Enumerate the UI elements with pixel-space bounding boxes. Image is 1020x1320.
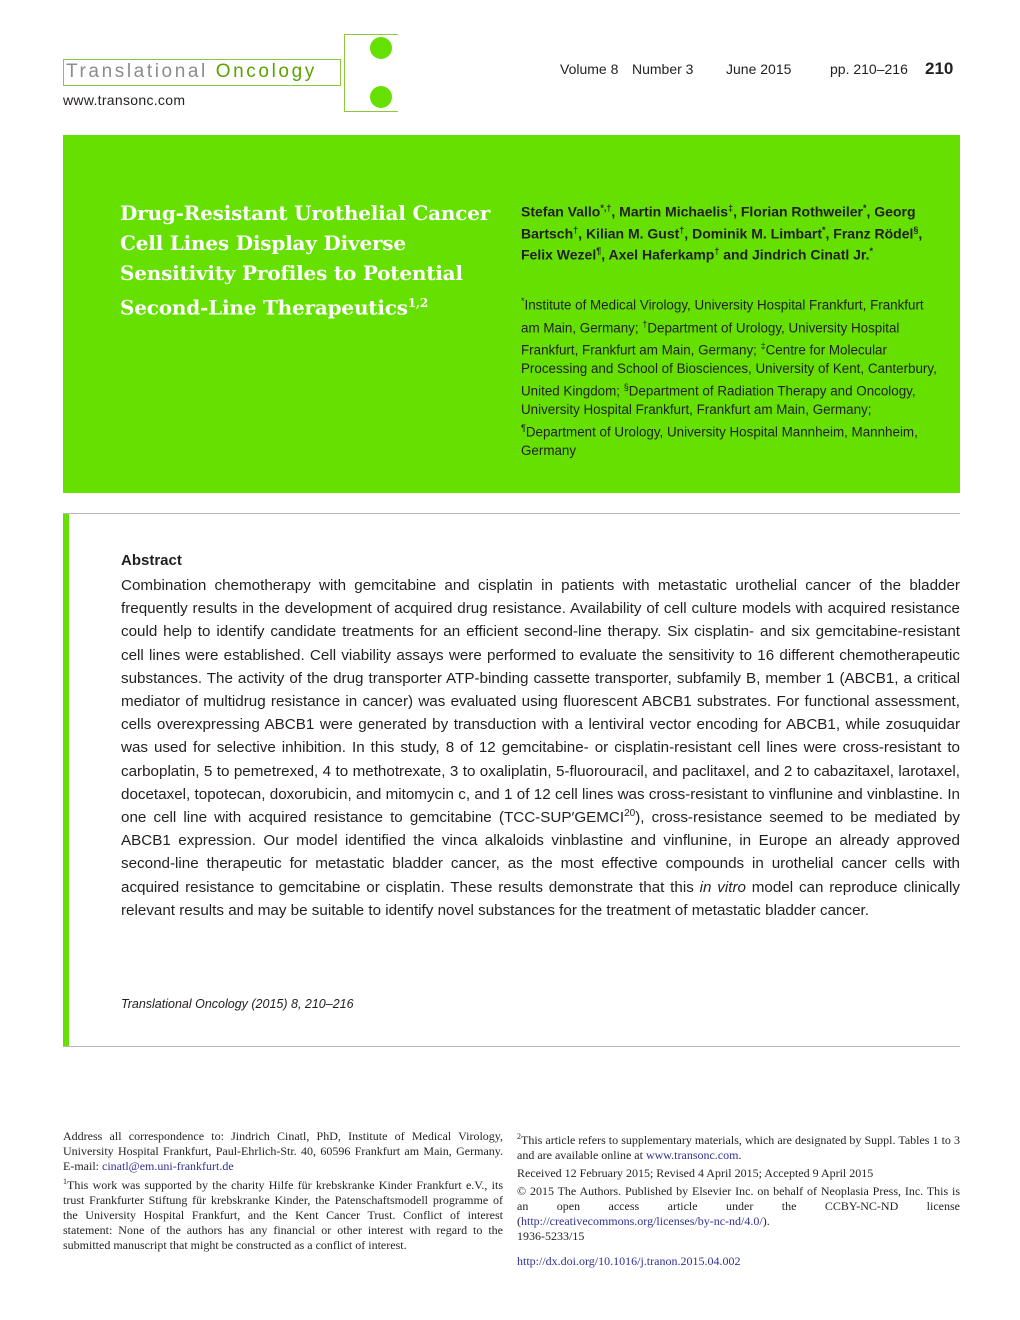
footnote-2-mark: 2 xyxy=(517,1132,521,1141)
logo-dot-bottom xyxy=(370,86,392,108)
doi-link[interactable]: http://dx.doi.org/10.1016/j.tranon.2015.04.002 xyxy=(517,1254,741,1268)
logo-divider xyxy=(344,34,345,112)
author-name: Florian Rothweiler xyxy=(740,203,863,220)
author-name: Jindrich Cinatl Jr. xyxy=(752,246,870,263)
affiliation-mark: ‡ xyxy=(760,341,766,352)
abstract-superscript: 20 xyxy=(624,807,636,819)
abstract-accent-bar xyxy=(63,513,69,1047)
affiliation-text: Department of Radiation Therapy and Oncology, University Hospital Frankfurt, Frankfurt am Main, Germany; xyxy=(521,383,916,417)
author-affiliation-mark: * xyxy=(863,203,867,213)
copyright-end: ). xyxy=(762,1214,770,1228)
license-link[interactable]: http://creativecommons.org/licenses/by-nc-nd/4.0/ xyxy=(521,1214,763,1228)
author-name: Axel Haferkamp xyxy=(608,246,715,263)
author-affiliation-mark: † xyxy=(573,224,579,235)
page-number: 210 xyxy=(925,59,954,78)
footnote-1-mark: 1 xyxy=(63,1177,67,1186)
logo-line-bottom xyxy=(344,111,398,112)
email-label: E-mail: xyxy=(63,1159,99,1173)
abstract-body: Combination chemotherapy with gemcitabine and cisplatin in patients with metastatic urothelial cancer of the bladder frequently results in the development of acquired drug resistance. Availability of cell culture models with acquired resistance could help to identify candidate treatments for an efficient second-line therapy. Six cisplatin- and six gemcitabine-resistant cell lines were established. Cell viability assays were performed to evaluate the sensitivity to 16 different chemotherapeutic substances. The activity of the drug transporter ATP-binding cassette transporter, subfamily B, member 1 (ABCB1, a critical mediator of multidrug resistance in cancer) was evaluated using fluorescent ABCB1 substrates. For functional assessment, cells overexpressing ABCB1 were generated by transduction with a lentiviral vector encoding for ABCB1, while zosuquidar was used for selective inhibition. In this study, 8 of 12 gemcitabine- or cisplatin-resistant cell lines were cross-resistant to carboplatin, 5 to pemetrexed, 4 to methotrexate, 3 to oxaliplatin, 5-fluorouracil, and paclitaxel, and 2 to cabazitaxel, larotaxel, docetaxel, topotecan, doxorubicin, and mitomycin c, and 1 of 12 cell lines was cross-resistant to vinflunine and vinblastine. In one cell line with acquired resistance to gemcitabine (TCC-SUP′GEMCI$^{20}$), cross-resistance seemed to be mediated by ABCB1 expression. Our model identified the vinca alkaloids vinblastine and vinflunine, in Europe an already approved second-line therapeutic for metastatic bladder cancer, as the most effective compounds in urothelial cancer cells with acquired resistance to gemcitabine or cisplatin. These results demonstrate that this in vitro model can reproduce clinically relevant results and may be suitable to identify novel substances for the treatment of metastatic bladder cancer. xyxy=(121,577,960,919)
page-range: pp. 210–216 xyxy=(830,61,908,77)
footnote-2: $^2$This article refers to supplementary materials, which are designated by Suppl. Tables 1 to 3 and are available online at www.transonc.com. xyxy=(517,1132,960,1162)
abstract-rule-bottom xyxy=(63,1046,960,1047)
affiliation-text: Institute of Medical Virology, University Hospital Frankfurt, Frankfurt am Main, Germany; xyxy=(521,297,924,336)
affiliation-text: Centre for Molecular Processing and School of Biosciences, University of Kent, Canterbury, United Kingdom; xyxy=(521,342,937,399)
abstract-italic: in vitro xyxy=(699,878,746,896)
journal-name-word1: Translational xyxy=(66,61,208,82)
received-dates: Received 12 February 2015; Revised 4 April 2015; Accepted 9 April 2015 xyxy=(517,1166,874,1180)
article-citation: Translational Oncology (2015) 8, 210–216 xyxy=(121,997,354,1011)
affiliation-mark: ¶ xyxy=(521,423,526,434)
author-affiliation-mark: * xyxy=(821,224,826,235)
affiliation-list xyxy=(521,292,941,460)
issn: 1936-5233/15 xyxy=(517,1229,585,1243)
footnote-1 xyxy=(63,1174,503,1253)
supplement-link[interactable]: www.transonc.com xyxy=(645,1148,739,1162)
footnotes-left xyxy=(63,1129,503,1253)
author-name: Franz Rödel xyxy=(833,225,914,242)
copyright-note xyxy=(517,1184,960,1229)
author-affiliation-mark: *,† xyxy=(600,203,612,213)
author-name: Kilian M. Gust xyxy=(585,225,680,242)
affiliation-text: Department of Urology, University Hospital Frankfurt, Frankfurt am Main, Germany; xyxy=(521,320,900,358)
abstract-part1: Combination chemotherapy with gemcitabine and cisplatin in patients with metastatic urothelial cancer of the bladder frequently results in the development of acquired drug resistance. Availability of cell culture models with acquired resistance could help to identify candidate treatments for an efficient second-line therapy. Six cisplatin- and six gemcitabine-resistant cell lines were established. Cell viability assays were performed to evaluate the sensitivity to 16 different chemotherapeutic substances. The activity of the drug transporter ATP-binding cassette transporter, subfamily B, member 1 (ABCB1, a critical mediator of multidrug resistance in cancer) was evaluated using fluorescent ABCB1 substrates. For functional assessment, cells overexpressing ABCB1 were generated by transduction with a lentiviral vector encoding for ABCB1, while zosuquidar was used for selective inhibition. In this study, 8 of 12 gemcitabine- or cisplatin-resistant cell lines were cross-resistant to carboplatin, 5 to pemetrexed, 4 to methotrexate, 3 to oxaliplatin, 5-fluorouracil, and paclitaxel, and 2 to cabazitaxel, larotaxel, docetaxel, topotecan, doxorubicin, and mitomycin c, and 1 of 12 cell lines was cross-resistant to vinflunine and vinblastine. In one cell line with acquired resistance to gemcitabine (TCC-SUP xyxy=(121,577,960,827)
title-band xyxy=(63,135,960,493)
affiliation-mark: * xyxy=(521,296,525,306)
abstract-cellline: GEMCI xyxy=(574,809,625,827)
author-list: Stefan Vallo*,†, Martin Michaelis‡, Florian Rothweiler*, Georg Bartsch†, Kilian M. Gust†, Dominik M. Limbart*, Franz Rödel§, Felix Wezel¶, Axel Haferkamp† and Jindrich Cinatl Jr.* xyxy=(521,203,923,263)
author-name: Felix Wezel xyxy=(521,246,597,263)
author-affiliation-mark: ¶ xyxy=(596,246,602,257)
abstract-part3: model can reproduce clinically relevant results and may be suitable to identify novel substances for the treatment of metastatic bladder cancer. xyxy=(121,878,960,919)
copyright-text: © 2015 The Authors. Published by Elsevier Inc. on behalf of Neoplasia Press, Inc. This is an open access article under the CCBY-NC-ND license ( xyxy=(517,1184,960,1228)
author-name: Georg Bartsch xyxy=(521,203,916,242)
author-name: Dominik M. Limbart xyxy=(692,225,822,242)
author-affiliation-mark: † xyxy=(679,224,685,235)
abstract-section xyxy=(63,513,960,1047)
journal-website[interactable]: www.transonc.com xyxy=(63,92,186,108)
title-footnote-marks: 1,2 xyxy=(407,296,429,310)
author-name: Martin Michaelis xyxy=(619,203,729,220)
logo-line-top xyxy=(344,34,398,35)
footnote-2-text: This article refers to supplementary materials, which are designated by Suppl. Tables 1 to 3 and are available online at xyxy=(517,1133,960,1162)
article-title xyxy=(120,198,515,323)
abstract-part2: ), cross-resistance seemed to be mediated by ABCB1 expression. Our model identified the vinca alkaloids vinblastine and vinflunine, in Europe an already approved second-line therapeutic for metastatic bladder cancer, as the most effective compounds in urothelial cancer cells with acquired resistance to gemcitabine or cisplatin. These results demonstrate that this xyxy=(121,809,960,896)
footnote-1-text: This work was supported by the charity Hilfe für krebskranke Kinder Frankfurt e.V., its trust Frankfurter Stiftung für krebskranke Kinder, the Patenschaftsmodell programme of the University Hospital Frankfurt, and the Kent Cancer Trust. Conflict of interest statement: None of the authors has any financial or other interest with regard to the submitted manuscript that might be constructed as a conflict of interest. xyxy=(63,1178,503,1252)
author-affiliation-mark: † xyxy=(714,246,720,257)
author-name: Stefan Vallo xyxy=(521,203,601,220)
volume: Volume 8 xyxy=(560,61,619,77)
footnotes-right xyxy=(517,1129,960,1269)
author-affiliation-mark: * xyxy=(869,246,874,257)
correspondence-text: Address all correspondence to: Jindrich Cinatl, PhD, Institute of Medical Virology, University Hospital Frankfurt, Paul-Ehrlich-Str. 40, 60596 Frankfurt am Main, Germany. xyxy=(63,1129,503,1158)
issue-number: Number 3 xyxy=(632,61,694,77)
logo-dot-top xyxy=(370,37,392,59)
journal-name-word2: Oncology xyxy=(215,61,317,82)
email-link[interactable]: cinatl@em.uni-frankfurt.de xyxy=(102,1159,234,1173)
abstract-heading: Abstract xyxy=(121,552,182,569)
correspondence-note xyxy=(63,1129,503,1174)
affiliation-mark: † xyxy=(642,318,648,329)
journal-name xyxy=(66,61,317,83)
author-affiliation-mark: § xyxy=(913,224,919,235)
article-title-text: Drug-Resistant Urothelial Cancer Cell Lines Display Diverse Sensitivity Profiles to Potential Second-Line Therapeutics xyxy=(120,201,491,320)
issue-date: June 2015 xyxy=(726,61,792,77)
author-affiliation-mark: ‡ xyxy=(728,203,734,213)
affiliation-text: Department of Urology, University Hospital Mannheim, Mannheim, Germany xyxy=(521,424,918,458)
author-conjunction: and xyxy=(723,246,749,263)
doi-line xyxy=(517,1254,960,1269)
abstract-rule-top xyxy=(63,513,960,514)
affiliation-mark: § xyxy=(623,382,629,393)
issue-info xyxy=(560,61,960,81)
